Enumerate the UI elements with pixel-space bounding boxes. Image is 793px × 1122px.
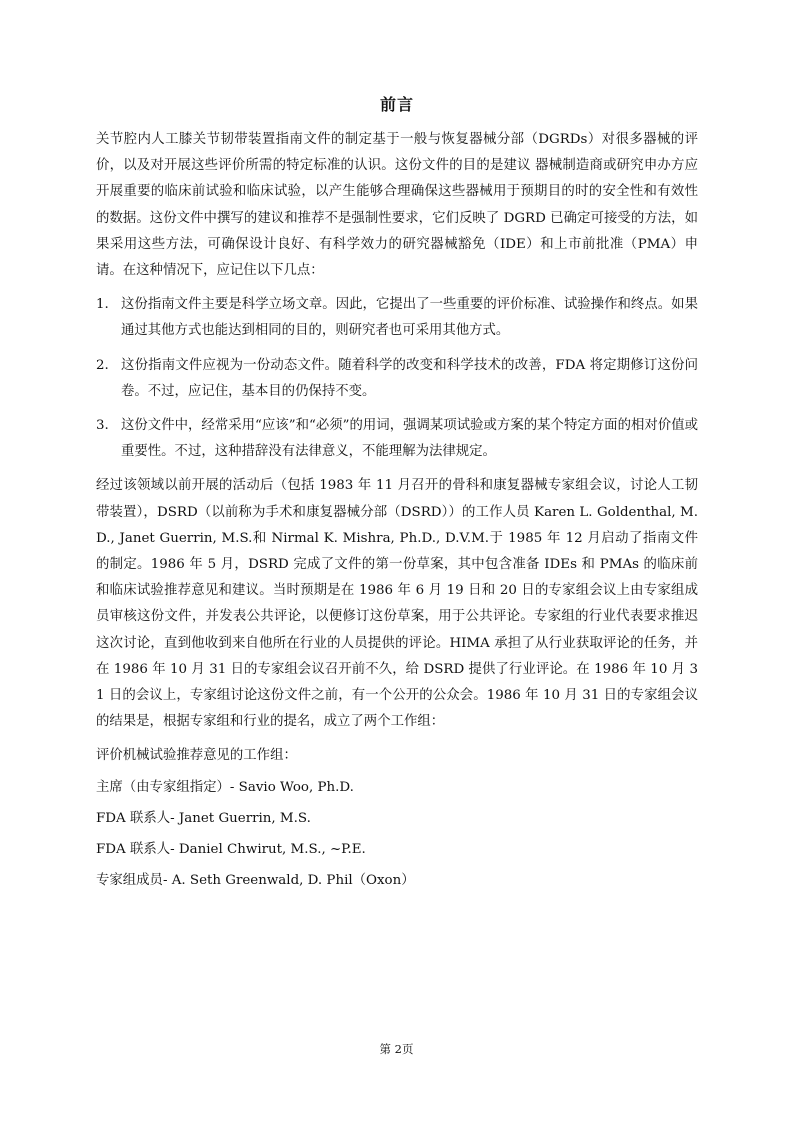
list-item [96, 292, 698, 344]
list-number: 3. [96, 418, 109, 434]
member-line: FDA 联系人- Daniel Chwirut, M.S., ~P.E. [96, 842, 366, 858]
list-text: 这份文件中，经常采用“应该”和“必须”的用词，强调某项试验或方案的某个特定方面的相对价值或重要性。不过，这种措辞没有法律意义，不能理解为法律规定。 [121, 418, 698, 460]
intro-paragraph: 关节腔内人工膝关节韧带装置指南文件的制定基于一般与恢复器械分部（DGRDs）对很多器械的评价，以及对开展这些评价所需的特定标准的认识。这份文件的目的是建议 器械制造商或研究申办方应开展重要的临床前试验和临床试验，以产生能够合理确保这些器械用于预期目的时的安全性和有效性的数据。这份文件中撰写的建议和推荐不是强制性要求，它们反映了 DGRD 已确定可接受的方法，如果采用这些方法，可确保设计良好、有科学效力的研究器械豁免（IDE）和上市前批准（PMA）申请。在这种情况下，应记住以下几点： [96, 132, 698, 279]
list-item [96, 413, 698, 465]
list-text: 这份指南文件应视为一份动态文件。随着科学的改变和科学技术的改善，FDA 将定期修订这份问卷。不过，应记住，基本目的仍保持不变。 [121, 357, 698, 399]
history-paragraph: 经过该领域以前开展的活动后（包括 1983 年 11 月召开的骨科和康复器械专家组会议，讨论人工韧带装置），DSRD（以前称为手术和康复器械分部（DSRD））的工作人员 Karen L. Goldenthal, M.D., Janet Guerrin, M.S.和 Nirmal K. Mishra, Ph.D., D.V.M.于 1985 年 12 月启动了指南文件的制定。1986 年 5 月，DSRD 完成了文件的第一份草案，其中包含准备 IDEs 和 PMAs 的临床前和临床试验推荐意见和建议。当时预期是在 1986 年 6 月 19 日和 20 日的专家组会议上由专家组成员审核这份文件，并发表公共评论，以便修订这份草案，用于公共评论。专家组的行业代表要求推迟这次讨论，直到他收到来自他所在行业的人员提供的评论。HIMA 承担了从行业获取评论的任务，并在 1986 年 10 月 31 日的专家组会议召开前不久，给 DSRD 提供了行业评论。在 1986 年 10 月 31 日的会议上，专家组讨论这份文件之前，有一个公开的公众会。1986 年 10 月 31 日的专家组会议的结果是，根据专家组和行业的提名，成立了两个工作组： [96, 478, 698, 730]
list-text: 这份指南文件主要是科学立场文章。因此，它提出了一些重要的评价标准、试验操作和终点。如果通过其他方式也能达到相同的目的，则研究者也可采用其他方式。 [121, 297, 698, 339]
points-list [96, 292, 698, 465]
list-number: 1. [96, 297, 109, 313]
member-list [96, 775, 698, 895]
page-title: 前言 [379, 95, 414, 114]
list-number: 2. [96, 357, 109, 373]
member-line: 专家组成员- A. Seth Greenwald, D. Phil（Oxon） [96, 873, 415, 889]
page-number: 第 2页 [379, 1042, 414, 1056]
document-body [96, 92, 698, 899]
member-line: FDA 联系人- Janet Guerrin, M.S. [96, 810, 311, 826]
list-item [96, 353, 698, 405]
workgroup-heading: 评价机械试验推荐意见的工作组： [96, 748, 297, 764]
member-line: 主席（由专家组指定）- Savio Woo, Ph.D. [96, 779, 354, 795]
